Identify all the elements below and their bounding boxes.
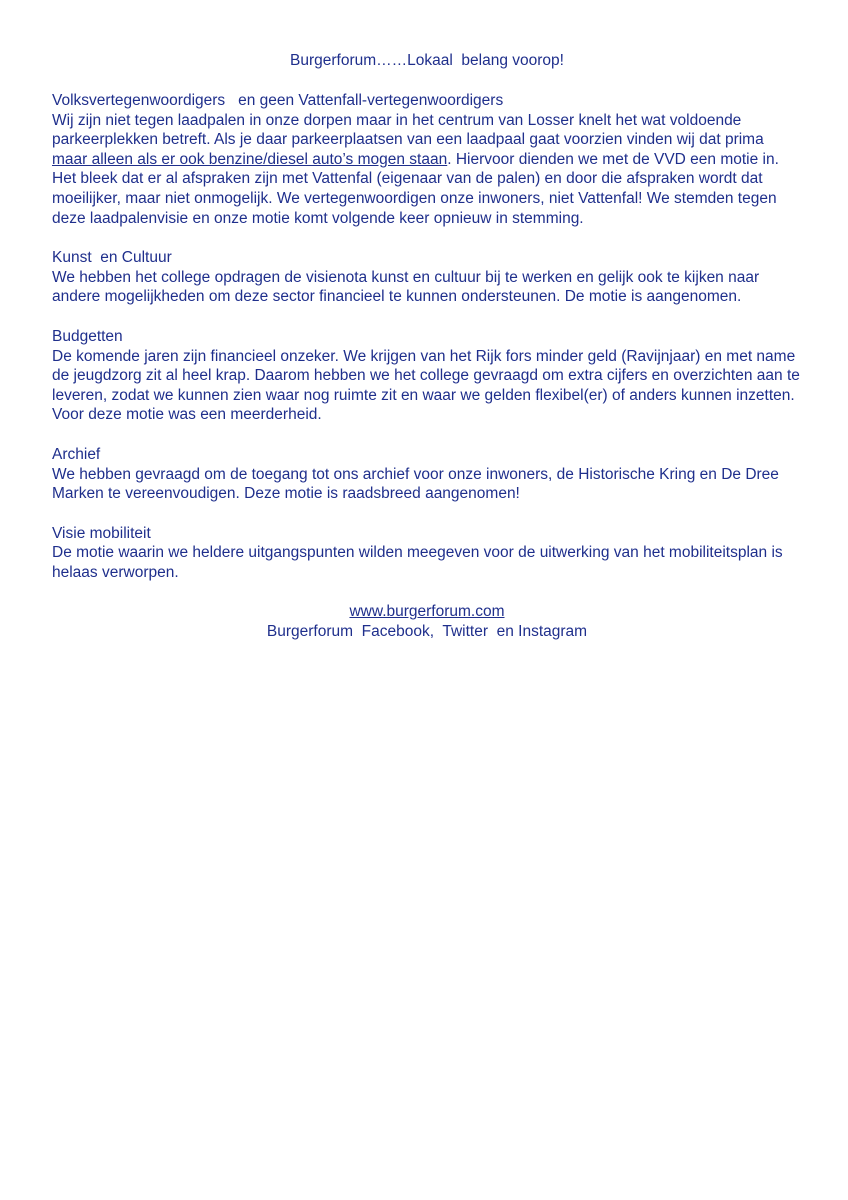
section-heading: Budgetten xyxy=(52,327,123,345)
document-page xyxy=(52,50,802,642)
section-heading: Visie mobiliteit xyxy=(52,524,151,542)
underlined-phrase: maar alleen als er ook benzine/diesel auto’s mogen staan xyxy=(52,150,448,168)
section-body: De komende jaren zijn financieel onzeker. We krijgen van het Rijk fors minder geld (Ravijnjaar) en met name de jeugdzorg zit al heel krap. Daarom hebben we het college gevraagd om extra cijfers en overzichten aan te leveren, zodat we kunnen zien waar nog ruimte zit en waar we gelden flexibel(er) of anders kunnen inzetten. Voor deze motie was een meerderheid. xyxy=(52,347,800,424)
social-media-line: Burgerforum Facebook, Twitter en Instagram xyxy=(266,623,588,641)
document-title: Burgerforum……Lokaal belang voorop! xyxy=(290,52,564,69)
body-text-part: . Hiervoor dienden we met de VVD een motie in. Het bleek dat er al afspraken zijn met Vattenfal (eigenaar van de palen) en door die afspraken wordt dat moeilijker, maar niet onmogelijk. We vertegenwoordigen onze inwoners, niet Vattenfal! We stemden tegen deze laadpalenvisie en onze motie komt volgende keer opnieuw in stemming. xyxy=(52,150,779,227)
body-text-part: Wij zijn niet tegen laadpalen in onze dorpen maar in het centrum van Losser knelt het wat voldoende parkeerplekken betreft. Als je daar parkeerplaatsen van een laadpaal gaat voorzien vinden wij dat prima xyxy=(52,111,764,149)
section-body xyxy=(52,111,802,229)
section-laadpalen xyxy=(52,91,802,228)
section-heading: Volksvertegenwoordigers en geen Vattenfall-vertegenwoordigers xyxy=(52,92,504,109)
section-archief xyxy=(52,445,802,504)
section-visie-mobiliteit xyxy=(52,524,802,583)
section-body: We hebben gevraagd om de toegang tot ons archief voor onze inwoners, de Historische Kring en De Dree Marken te vereenvoudigen. Deze motie is raadsbreed aangenomen! xyxy=(52,465,779,503)
section-budgetten xyxy=(52,327,802,425)
section-body: De motie waarin we heldere uitgangspunten wilden meegeven voor de uitwerking van het mobiliteitsplan is helaas verworpen. xyxy=(52,544,783,581)
section-kunst-cultuur xyxy=(52,248,802,307)
section-body: We hebben het college opdragen de visienota kunst en cultuur bij te werken en gelijk ook te kijken naar andere mogelijkheden om deze sector financieel te kunnen ondersteunen. De motie is aangenomen. xyxy=(52,268,760,306)
website-link[interactable]: www.burgerforum.com xyxy=(349,603,505,621)
document-footer xyxy=(52,602,802,641)
section-heading: Archief xyxy=(52,445,101,463)
section-heading: Kunst en Cultuur xyxy=(52,249,172,267)
